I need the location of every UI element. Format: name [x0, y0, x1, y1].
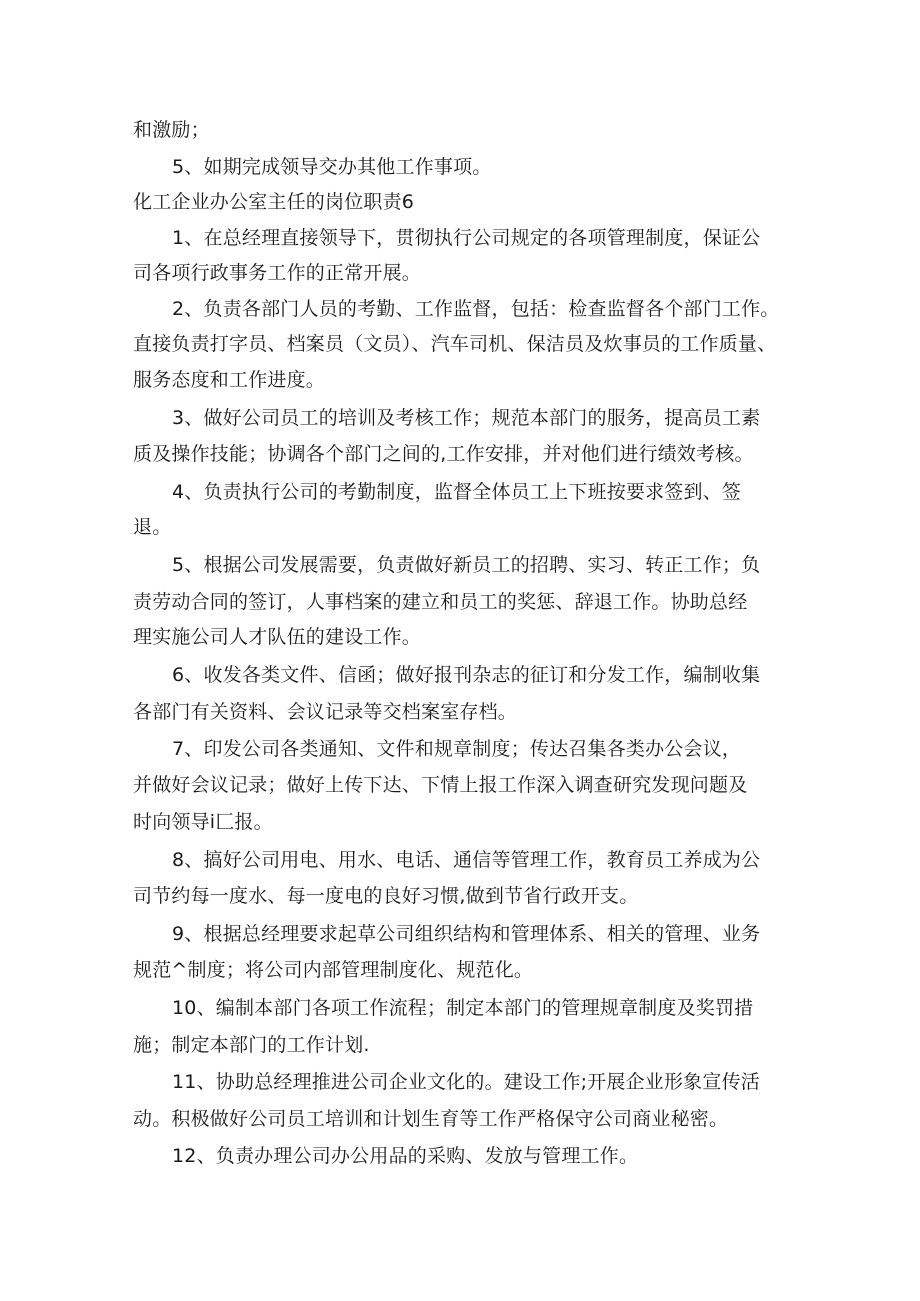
text-line: 4、负责执行公司的考勤制度，监督全体员工上下班按要求签到、签	[172, 481, 742, 503]
text-line: 11、协助总经理推进公司企业文化的。建设工作;开展企业形象宣传活	[172, 1071, 760, 1093]
text-line: 12、负责办理公司办公用品的采购、发放与管理工作。	[172, 1145, 639, 1167]
text-line: 服务态度和工作进度。	[133, 369, 326, 391]
text-line: 理实施公司人才队伍的建设工作。	[133, 626, 422, 648]
text-line: 责劳动合同的签订，人事档案的建立和员工的奖惩、辞退工作。协助总经	[133, 591, 748, 613]
text-line: 并做好会议记录；做好上传下达、下情上报工作深入调查研究发现问题及	[133, 774, 748, 796]
text-line: 1、在总经理直接领导下，贯彻执行公司规定的各项管理制度，保证公	[172, 227, 761, 249]
text-line: 动。积极做好公司员工培训和计划生育等工作严格保守公司商业秘密。	[133, 1108, 729, 1130]
text-line: 施；制定本部门的工作计划.	[133, 1034, 370, 1056]
section-heading: 化工企业办公室主任的岗位职责6	[133, 191, 415, 213]
text-line: 8、搞好公司用电、用水、电话、通信等管理工作，教育员工养成为公	[172, 849, 761, 871]
text-line: 司节约每一度水、每一度电的良好习惯,做到节省行政开支。	[133, 885, 639, 907]
text-line: 规范^制度；将公司内部管理制度化、规范化。	[133, 959, 534, 981]
text-line: 和激励；	[133, 119, 210, 141]
text-line: 5、如期完成领导交办其他工作事项。	[172, 156, 492, 178]
text-line: 7、印发公司各类通知、文件和规章制度；传达召集各类办公会议，	[172, 738, 742, 760]
text-line: 退。	[133, 516, 172, 538]
text-line: 各部门有关资料、会议记录等交档案室存档。	[133, 701, 518, 723]
text-line: 质及操作技能；协调各个部门之间的,工作安排，并对他们进行绩效考核。	[133, 443, 754, 465]
text-line: 直接负责打字员、档案员（文员）、汽车司机、保洁员及炊事员的工作质量、	[133, 333, 777, 355]
text-line: 时向领导i匚报。	[133, 811, 273, 833]
text-line: 9、根据总经理要求起草公司组织结构和管理体系、相关的管理、业务	[172, 923, 761, 945]
text-line: 3、做好公司员工的培训及考核工作；规范本部门的服务，提高员工素	[172, 407, 761, 429]
text-line: 10、编制本部门各项工作流程；制定本部门的管理规章制度及奖罚措	[172, 997, 754, 1019]
text-line: 5、根据公司发展需要，负责做好新员工的招聘、实习、转正工作；负	[172, 554, 761, 576]
text-line: 6、收发各类文件、信函；做好报刊杂志的征订和分发工作，编制收集	[172, 664, 761, 686]
text-line: 司各项行政事务工作的正常开展。	[133, 262, 422, 284]
text-line: 2、负责各部门人员的考勤、工作监督，包括：检查监督各个部门工作。	[172, 298, 780, 320]
